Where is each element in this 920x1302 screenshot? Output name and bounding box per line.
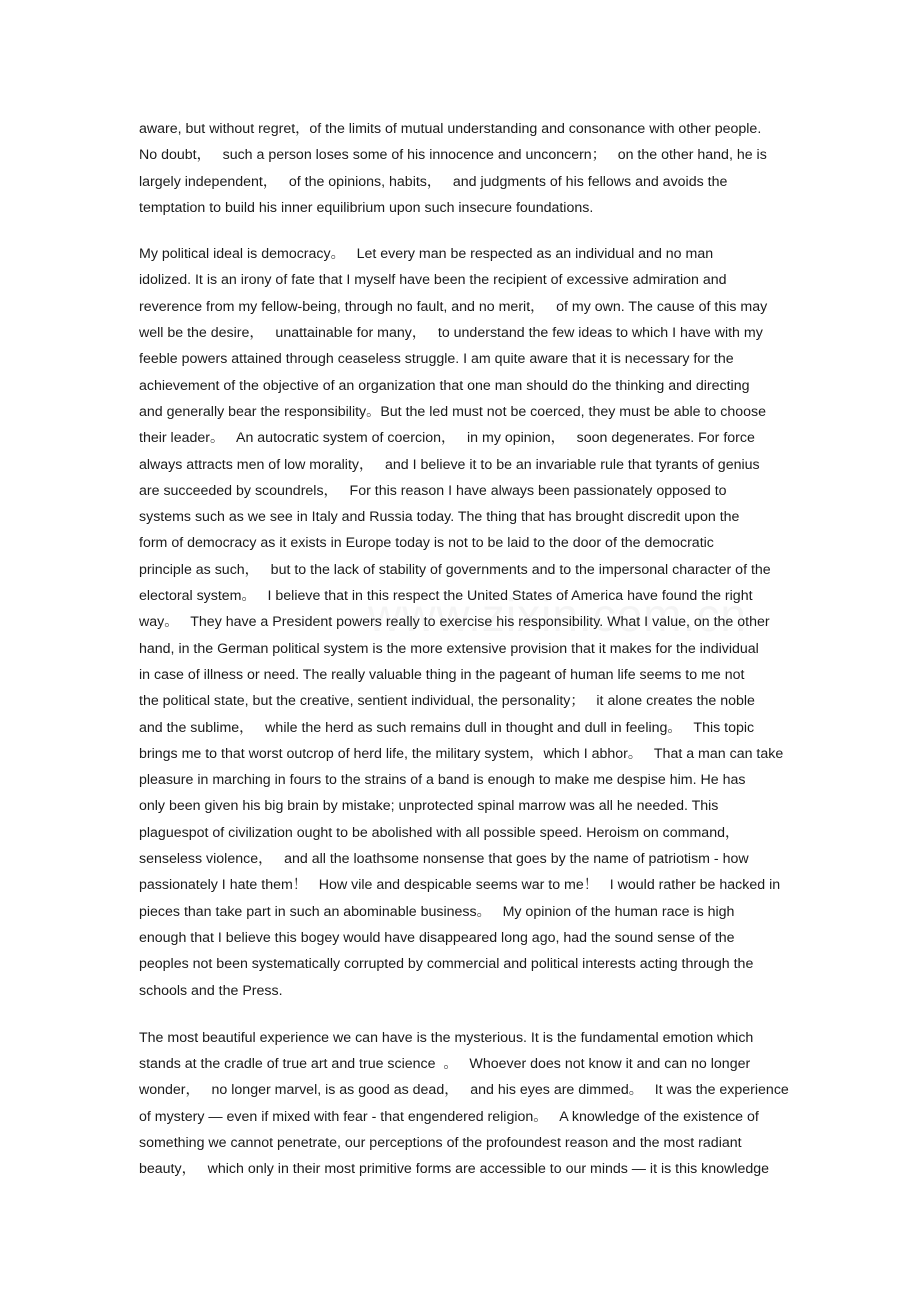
text-line: temptation to build his inner equilibrium upon such insecure foundations. xyxy=(139,199,594,216)
text-line: plaguespot of civilization ought to be abolished with all possible speed. Heroism on command， xyxy=(139,824,740,841)
text-line: The most beautiful experience we can have is the mysterious. It is the fundamental emotion which xyxy=(139,1029,754,1046)
text-line: peoples not been systematically corrupted by commercial and political interests acting through the xyxy=(139,956,754,973)
text-line: senseless violence， and all the loathsome nonsense that goes by the name of patriotism - how xyxy=(139,851,749,868)
text-line: My political ideal is democracy。 Let every man be respected as an individual and no man xyxy=(139,246,714,263)
text-line: beauty， which only in their most primitive forms are accessible to our minds — it is this knowledge xyxy=(139,1161,770,1178)
paragraph xyxy=(139,1025,809,1183)
paragraph xyxy=(139,241,809,1004)
text-line: enough that I believe this bogey would have disappeared long ago, had the sound sense of the xyxy=(139,929,735,946)
text-line: way。 They have a President powers really to exercise his responsibility. What I value, on the other xyxy=(139,614,770,631)
text-line: schools and the Press. xyxy=(139,982,283,999)
text-line: are succeeded by scoundrels， For this reason I have always been passionately opposed to xyxy=(139,482,727,499)
text-line: in case of illness or need. The really valuable thing in the pageant of human life seems to me not xyxy=(139,666,745,683)
text-line: well be the desire， unattainable for many， to understand the few ideas to which I have with my xyxy=(139,325,763,342)
text-line: No doubt， such a person loses some of his innocence and unconcern； on the other hand, he is xyxy=(139,147,767,164)
text-line: and the sublime， while the herd as such remains dull in thought and dull in feeling。 This topic xyxy=(139,719,755,736)
text-line: of mystery — even if mixed with fear - that engendered religion。 A knowledge of the existence of xyxy=(139,1108,759,1125)
text-line: pleasure in marching in fours to the strains of a band is enough to make me despise him. He has xyxy=(139,772,746,789)
text-line: hand, in the German political system is the more extensive provision that it makes for the individual xyxy=(139,640,759,657)
text-line: their leader。 An autocratic system of coercion， in my opinion， soon degenerates. For force xyxy=(139,430,755,447)
text-line: form of democracy as it exists in Europe today is not to be laid to the door of the democratic xyxy=(139,535,714,552)
text-line: only been given his big brain by mistake; unprotected spinal marrow was all he needed. This xyxy=(139,798,719,815)
text-line: feeble powers attained through ceaseless struggle. I am quite aware that it is necessary for the xyxy=(139,351,734,368)
text-line: something we cannot penetrate, our perceptions of the profoundest reason and the most radiant xyxy=(139,1134,742,1151)
text-line: systems such as we see in Italy and Russia today. The thing that has brought discredit upon the xyxy=(139,509,740,526)
text-line: reverence from my fellow-being, through no fault, and no merit， of my own. The cause of this may xyxy=(139,298,768,315)
text-line: achievement of the objective of an organization that one man should do the thinking and directing xyxy=(139,377,750,394)
text-line: the political state, but the creative, sentient individual, the personality； it alone creates the noble xyxy=(139,693,755,710)
text-line: stands at the cradle of true art and true science 。 Whoever does not know it and can no longer xyxy=(139,1056,751,1073)
text-line: always attracts men of low morality， and I believe it to be an invariable rule that tyrants of genius xyxy=(139,456,760,473)
text-line: wonder， no longer marvel, is as good as dead， and his eyes are dimmed。 It was the experience xyxy=(139,1082,789,1099)
text-line: principle as such， but to the lack of stability of governments and to the impersonal character of the xyxy=(139,561,771,578)
text-line: brings me to that worst outcrop of herd life, the military system，which I abhor。 That a man can take xyxy=(139,745,784,762)
body-text xyxy=(139,116,809,1183)
text-line: electoral system。 I believe that in this respect the United States of America have found the right xyxy=(139,588,753,605)
text-line: largely independent， of the opinions, habits， and judgments of his fellows and avoids the xyxy=(139,173,728,190)
text-line: pieces than take part in such an abominable business。 My opinion of the human race is high xyxy=(139,903,735,920)
text-line: idolized. It is an irony of fate that I myself have been the recipient of excessive admiration and xyxy=(139,272,727,289)
text-line: and generally bear the responsibility。But the led must not be coerced, they must be able to choose xyxy=(139,403,766,420)
text-line: passionately I hate them！ How vile and despicable seems war to me！ I would rather be hacked in xyxy=(139,877,781,894)
text-line: aware, but without regret，of the limits of mutual understanding and consonance with other people. xyxy=(139,121,762,137)
paragraph xyxy=(139,116,809,221)
